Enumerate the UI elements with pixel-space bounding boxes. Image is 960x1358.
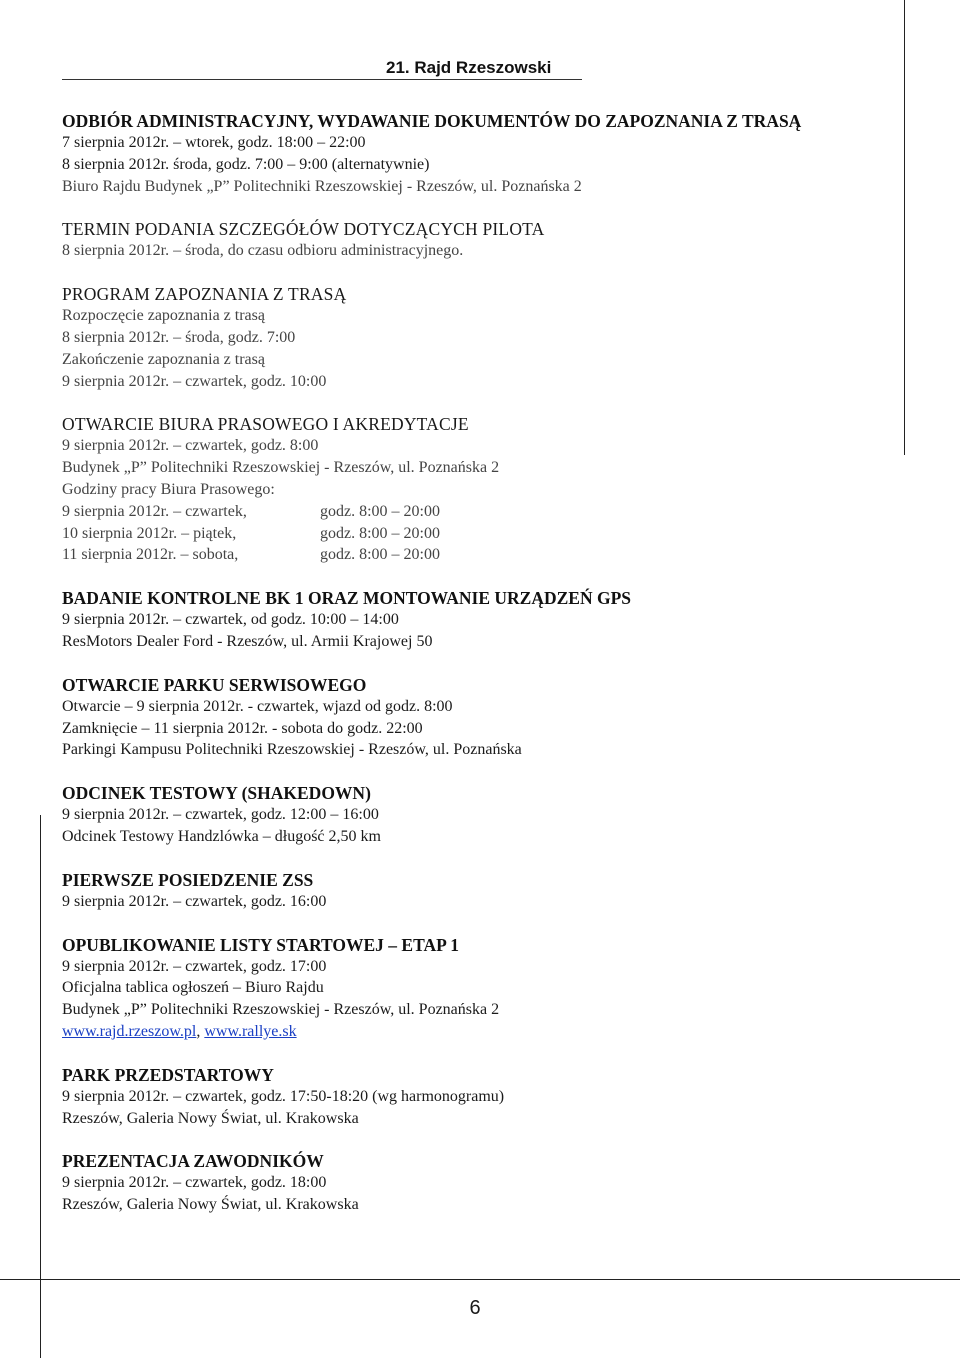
document-header-title: 21. Rajd Rzeszowski [386,58,552,77]
rallye-website-link[interactable]: www.rallye.sk [204,1022,297,1040]
section-line: 9 sierpnia 2012r. – czwartek, od godz. 10:00 – 14:00 [62,611,399,629]
section-title: PREZENTACJA ZAWODNIKÓW [62,1151,324,1172]
section-line: 9 sierpnia 2012r. – czwartek, godz. 8:00 [62,437,319,455]
section-line: 9 sierpnia 2012r. – czwartek, godz. 16:00 [62,892,327,910]
section-service-park [62,674,902,761]
section-start-list [62,934,902,1043]
section-title: OPUBLIKOWANIE LISTY STARTOWEJ – ETAP 1 [62,934,459,955]
section-title: PIERWSZE POSIEDZENIE ZSS [62,869,314,890]
section-line: Oficjalna tablica ogłoszeń – Biuro Rajdu [62,979,324,997]
rajd-website-link[interactable]: www.rajd.rzeszow.pl [62,1022,197,1040]
section-admin-check [62,110,902,197]
section-press-office [62,413,902,566]
section-title: ODCINEK TESTOWY (SHAKEDOWN) [62,783,371,804]
section-line: Godziny pracy Biura Prasowego: [62,480,275,498]
hours-day: 11 sierpnia 2012r. – sobota, [62,546,239,564]
section-line: Zakończenie zapoznania z trasą [62,350,265,368]
section-pre-start-park [62,1064,902,1130]
hours-day: 9 sierpnia 2012r. – czwartek, [62,502,247,520]
section-line: 8 sierpnia 2012r. – środa, do czasu odbioru administracyjnego. [62,242,464,260]
section-line: Odcinek Testowy Handzlówka – długość 2,50 km [62,827,381,845]
hours-time: godz. 8:00 – 20:00 [320,546,440,564]
section-line: 9 sierpnia 2012r. – czwartek, godz. 18:00 [62,1174,327,1192]
section-line: Parkingi Kampusu Politechniki Rzeszowskiej - Rzeszów, ul. Poznańska [62,741,522,759]
section-shakedown [62,782,902,848]
hours-row [62,523,902,545]
section-scrutineering-gps [62,587,902,653]
header-rule [62,79,582,80]
page-number: 6 [469,1297,481,1319]
left-margin-line [40,815,41,1358]
hours-row [62,501,902,523]
section-line: 9 sierpnia 2012r. – czwartek, godz. 10:00 [62,372,327,390]
section-line: 9 sierpnia 2012r. – czwartek, godz. 17:00 [62,957,327,975]
section-line: Budynek „P” Politechniki Rzeszowskiej - Rzeszów, ul. Poznańska 2 [62,459,500,477]
right-margin-line [904,0,905,455]
section-codriver-details [62,218,902,262]
section-line: Otwarcie – 9 sierpnia 2012r. - czwartek, wjazd od godz. 8:00 [62,697,453,715]
section-title: TERMIN PODANIA SZCZEGÓŁÓW DOTYCZĄCYCH PILOTA [62,219,545,240]
hours-time: godz. 8:00 – 20:00 [320,524,440,542]
section-title: BADANIE KONTROLNE BK 1 ORAZ MONTOWANIE URZĄDZEŃ GPS [62,588,631,609]
section-driver-presentation [62,1150,902,1216]
hours-time: godz. 8:00 – 20:00 [320,502,440,520]
section-stewards-meeting [62,869,902,913]
section-line: Rozpoczęcie zapoznania z trasą [62,307,265,325]
section-title: OTWARCIE PARKU SERWISOWEGO [62,674,367,695]
section-line: 8 sierpnia 2012r. środa, godz. 7:00 – 9:00 (alternatywnie) [62,155,430,173]
schedule-content [62,110,902,1216]
links-line [62,1021,902,1043]
hours-row [62,544,902,566]
section-line: ResMotors Dealer Ford - Rzeszów, ul. Armii Krajowej 50 [62,632,433,650]
section-title: OTWARCIE BIURA PRASOWEGO I AKREDYTACJE [62,414,469,435]
section-title: ODBIÓR ADMINISTRACYJNY, WYDAWANIE DOKUMENTÓW DO ZAPOZNANIA Z TRASĄ [62,111,802,131]
section-line: 8 sierpnia 2012r. – środa, godz. 7:00 [62,328,296,346]
footer-rule [0,1279,960,1280]
section-line: Biuro Rajdu Budynek „P” Politechniki Rzeszowskiej - Rzeszów, ul. Poznańska 2 [62,177,582,195]
section-title: PROGRAM ZAPOZNANIA Z TRASĄ [62,284,347,305]
section-line: Zamknięcie – 11 sierpnia 2012r. - sobota do godz. 22:00 [62,719,423,737]
section-line: Budynek „P” Politechniki Rzeszowskiej - Rzeszów, ul. Poznańska 2 [62,1001,500,1019]
section-line: 9 sierpnia 2012r. – czwartek, godz. 17:50-18:20 (wg harmonogramu) [62,1087,505,1105]
hours-day: 10 sierpnia 2012r. – piątek, [62,524,237,542]
section-line: Rzeszów, Galeria Nowy Świat, ul. Krakowska [62,1109,359,1127]
section-recce [62,283,902,392]
section-title: PARK PRZEDSTARTOWY [62,1064,274,1085]
link-separator: , [196,1022,205,1040]
section-line: 7 sierpnia 2012r. – wtorek, godz. 18:00 – 22:00 [62,134,366,151]
section-line: Rzeszów, Galeria Nowy Świat, ul. Krakowska [62,1196,359,1214]
section-line: 9 sierpnia 2012r. – czwartek, godz. 12:00 – 16:00 [62,806,379,824]
